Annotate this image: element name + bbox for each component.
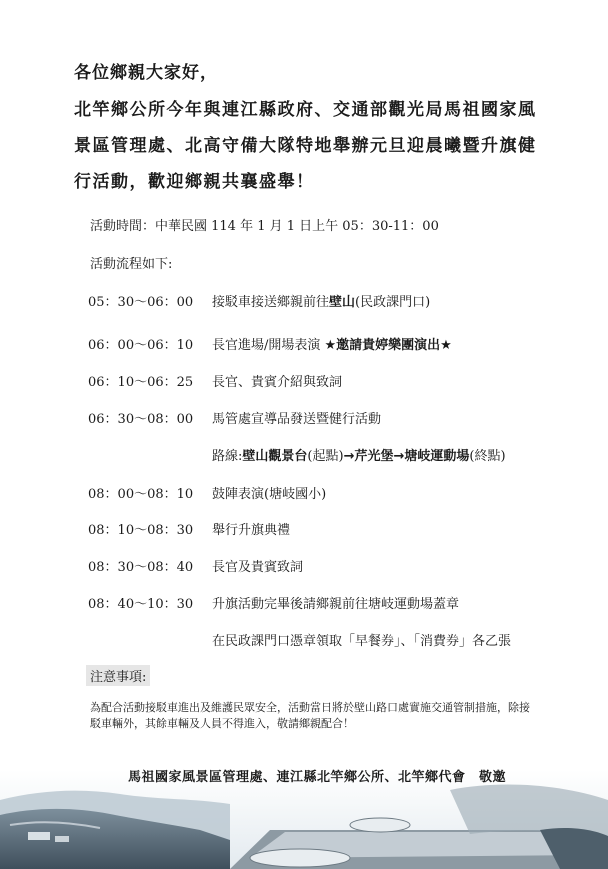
notice-body: 為配合活動接駁車進出及維護民眾安全，活動當日將於壁山路口處實施交通管制措施，除接駁車輛外，其餘車輛及人員不得進入，敬請鄉親配合！	[90, 701, 530, 730]
event-time: 活動時間：中華民國 114 年 1 月 1 日上午 05：30-11：00	[90, 219, 439, 234]
schedule-desc: 長官進場/開場表演 ★邀請貴婷樂團演出★	[212, 338, 452, 353]
schedule-desc: 鼓陣表演(塘岐國小)	[212, 487, 327, 502]
schedule-desc: 在民政課門口憑章領取「早餐券」、「消費券」各乙張	[212, 634, 512, 649]
route-desc: 路線:壁山觀景台(起點)→芹光堡→塘岐運動場(終點)	[212, 449, 506, 464]
schedule-time: 08：00～08：10	[88, 487, 194, 502]
schedule-desc: 長官及貴賓致詞	[212, 560, 304, 575]
schedule-desc: 長官、貴賓介紹與致詞	[212, 375, 343, 390]
intro-paragraph: 北竿鄉公所今年與連江縣政府、交通部觀光局馬祖國家風景區管理處、北高守備大隊特地舉辦元旦迎晨曦暨升旗健行活動，歡迎鄉親共襄盛舉！	[74, 100, 537, 192]
schedule-time: 06：00～06：10	[88, 338, 194, 353]
schedule-desc: 接駁車接送鄉親前往壁山(民政課門口)	[212, 295, 431, 310]
schedule-desc: 馬管處宣導品發送暨健行活動	[212, 412, 382, 427]
schedule-time: 05：30～06：00	[88, 295, 194, 310]
schedule-time: 08：10～08：30	[88, 523, 194, 538]
schedule-desc: 升旗活動完畢後請鄉親前往塘岐運動場蓋章	[212, 597, 460, 612]
greeting: 各位鄉親大家好，	[74, 63, 218, 83]
notice-title: 注意事項:	[86, 665, 150, 686]
flow-heading: 活動流程如下:	[90, 257, 173, 272]
schedule-time: 08：30～08：40	[88, 560, 194, 575]
signature: 馬祖國家風景區管理處、連江縣北竿鄉公所、北竿鄉代會 敬邀	[128, 770, 507, 785]
schedule-time: 08：40～10：30	[88, 597, 194, 612]
schedule-desc: 舉行升旗典禮	[212, 523, 291, 538]
schedule-time: 06：10～06：25	[88, 375, 194, 390]
schedule-time: 06：30～08：00	[88, 412, 194, 427]
